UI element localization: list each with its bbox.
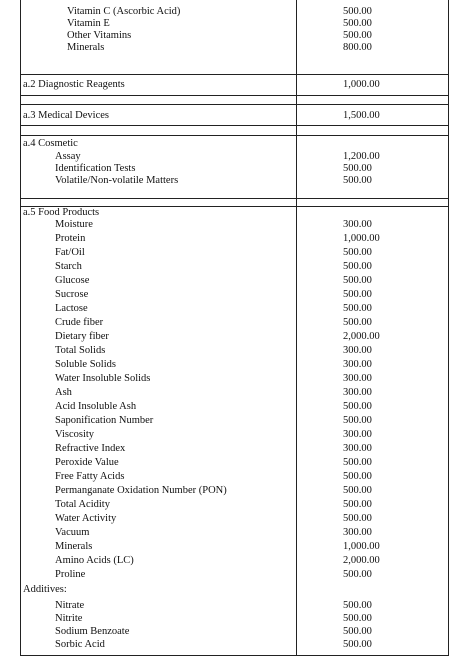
table-row	[21, 79, 448, 91]
table-row	[21, 30, 448, 42]
table-row	[21, 359, 448, 371]
row-label: Protein	[55, 233, 86, 244]
row-amount: 300.00	[343, 387, 372, 398]
row-amount: 500.00	[343, 303, 372, 314]
row-label: Water Insoluble Solids	[55, 373, 151, 384]
row-amount: 500.00	[343, 18, 372, 29]
row-label: Sorbic Acid	[55, 639, 105, 650]
row-amount: 300.00	[343, 429, 372, 440]
table-row	[21, 303, 448, 315]
row-label: Vitamin C (Ascorbic Acid)	[67, 6, 181, 17]
row-amount: 300.00	[343, 373, 372, 384]
table-row	[21, 471, 448, 483]
row-label: Amino Acids (LC)	[55, 555, 134, 566]
table-row	[21, 541, 448, 553]
row-label: Soluble Solids	[55, 359, 116, 370]
row-label: Glucose	[55, 275, 90, 286]
section-heading-row	[21, 584, 448, 596]
row-label: Acid Insoluble Ash	[55, 401, 137, 412]
diagnostic-section	[21, 74, 448, 96]
table-row	[21, 18, 448, 30]
row-amount: 1,200.00	[343, 151, 380, 162]
section-heading-row	[21, 207, 448, 219]
row-label: Permanganate Oxidation Number (PON)	[55, 485, 227, 496]
row-label: Volatile/Non-volatile Matters	[55, 175, 179, 186]
row-amount: 500.00	[343, 569, 372, 580]
row-amount: 500.00	[343, 613, 372, 624]
row-amount: 800.00	[343, 42, 372, 53]
row-label: Saponification Number	[55, 415, 154, 426]
row-amount: 500.00	[343, 289, 372, 300]
table-row	[21, 401, 448, 413]
row-label: Total Solids	[55, 345, 106, 356]
row-amount: 500.00	[343, 600, 372, 611]
row-label: Minerals	[67, 42, 105, 53]
table-row	[21, 151, 448, 163]
row-label: Sucrose	[55, 289, 89, 300]
row-amount: 300.00	[343, 345, 372, 356]
row-amount: 500.00	[343, 499, 372, 510]
row-amount: 500.00	[343, 639, 372, 650]
row-label: Free Fatty Acids	[55, 471, 125, 482]
row-amount: 500.00	[343, 247, 372, 258]
table-row	[21, 6, 448, 18]
row-amount: 500.00	[343, 471, 372, 482]
table-row	[21, 443, 448, 455]
row-label: Lactose	[55, 303, 88, 314]
table-row	[21, 345, 448, 357]
row-label: Proline	[55, 569, 86, 580]
table-row	[21, 42, 448, 54]
row-amount: 500.00	[343, 485, 372, 496]
table-row	[21, 569, 448, 581]
row-amount: 500.00	[343, 163, 372, 174]
row-label: Nitrite	[55, 613, 83, 624]
table-row	[21, 247, 448, 259]
cosmetic-section	[21, 135, 448, 199]
table-row	[21, 261, 448, 273]
row-amount: 300.00	[343, 443, 372, 454]
row-amount: 1,000.00	[343, 541, 380, 552]
row-label: Sodium Benzoate	[55, 626, 130, 637]
table-row	[21, 499, 448, 511]
row-amount: 500.00	[343, 317, 372, 328]
table-row	[21, 317, 448, 329]
table-row	[21, 555, 448, 567]
table-row	[21, 289, 448, 301]
row-label: Identification Tests	[55, 163, 136, 174]
row-amount: 500.00	[343, 175, 372, 186]
row-amount: 500.00	[343, 626, 372, 637]
row-label: Peroxide Value	[55, 457, 119, 468]
section-heading: a.5 Food Products	[23, 207, 100, 218]
row-label: Nitrate	[55, 600, 85, 611]
row-label: Moisture	[55, 219, 93, 230]
section-heading: Additives:	[23, 584, 67, 595]
section-heading: a.2 Diagnostic Reagents	[23, 79, 125, 90]
table-row	[21, 415, 448, 427]
food-section	[21, 206, 448, 655]
table-row	[21, 110, 448, 122]
row-label: Starch	[55, 261, 82, 272]
row-label: Water Activity	[55, 513, 117, 524]
section-heading: a.3 Medical Devices	[23, 110, 110, 121]
table-row	[21, 331, 448, 343]
table-row	[21, 457, 448, 469]
table-row	[21, 613, 448, 625]
row-label: Minerals	[55, 541, 93, 552]
row-amount: 1,500.00	[343, 110, 380, 121]
table-row	[21, 527, 448, 539]
row-label: Viscosity	[55, 429, 95, 440]
vitamins-section	[21, 0, 448, 62]
row-amount: 2,000.00	[343, 555, 380, 566]
row-amount: 500.00	[343, 6, 372, 17]
row-label: Refractive Index	[55, 443, 126, 454]
table-row	[21, 219, 448, 231]
row-amount: 500.00	[343, 261, 372, 272]
table-row	[21, 387, 448, 399]
table-row	[21, 373, 448, 385]
section-heading: a.4 Cosmetic	[23, 138, 78, 149]
table-row	[21, 639, 448, 651]
row-amount: 300.00	[343, 527, 372, 538]
row-amount: 500.00	[343, 457, 372, 468]
row-label: Vitamin E	[67, 18, 110, 29]
section-heading-row	[21, 138, 448, 150]
row-amount: 300.00	[343, 219, 372, 230]
table-row	[21, 626, 448, 638]
row-amount: 1,000.00	[343, 79, 380, 90]
row-label: Other Vitamins	[67, 30, 132, 41]
table-row	[21, 233, 448, 245]
row-label: Fat/Oil	[55, 247, 85, 258]
table-row	[21, 600, 448, 612]
table-row	[21, 275, 448, 287]
table-row	[21, 175, 448, 187]
table-row	[21, 513, 448, 525]
row-label: Assay	[55, 151, 81, 162]
table-row	[21, 485, 448, 497]
devices-section	[21, 104, 448, 126]
row-amount: 500.00	[343, 401, 372, 412]
row-amount: 300.00	[343, 359, 372, 370]
table-row	[21, 429, 448, 441]
row-amount: 500.00	[343, 30, 372, 41]
row-amount: 500.00	[343, 513, 372, 524]
row-amount: 500.00	[343, 415, 372, 426]
table-row	[21, 163, 448, 175]
row-label: Ash	[55, 387, 72, 398]
row-amount: 500.00	[343, 275, 372, 286]
fee-table	[20, 0, 449, 656]
row-amount: 1,000.00	[343, 233, 380, 244]
row-label: Dietary fiber	[55, 331, 109, 342]
row-label: Vacuum	[55, 527, 90, 538]
row-amount: 2,000.00	[343, 331, 380, 342]
row-label: Total Acidity	[55, 499, 110, 510]
row-label: Crude fiber	[55, 317, 104, 328]
